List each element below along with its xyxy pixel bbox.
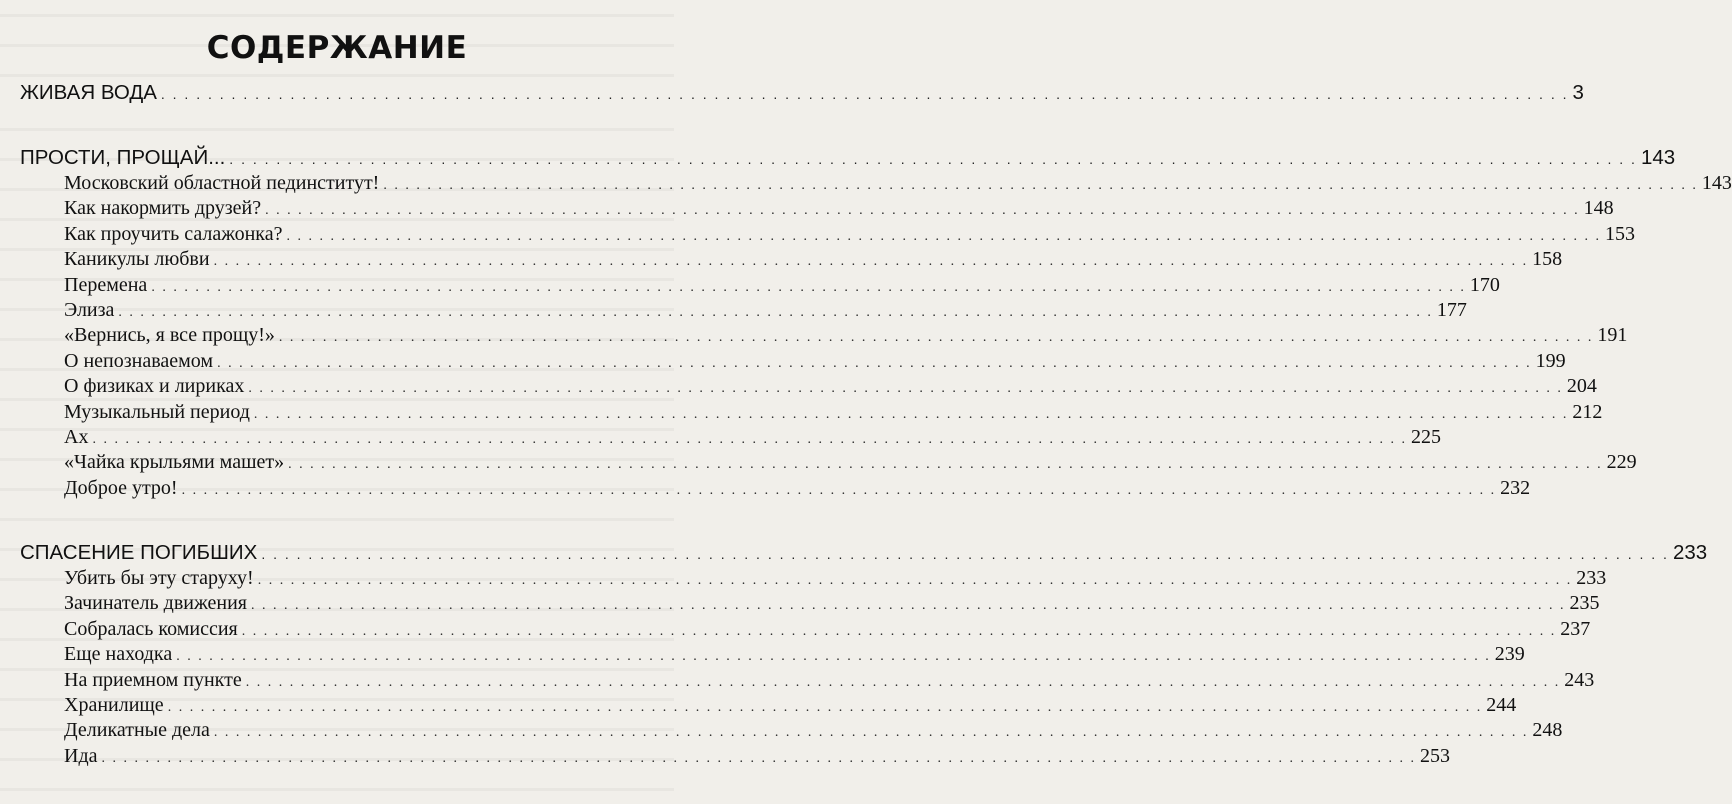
section-title: ЖИВАЯ ВОДА bbox=[20, 81, 157, 104]
chapter-title: Московский областной пединститут! bbox=[64, 172, 380, 194]
page-title: СОДЕРЖАНИЕ bbox=[206, 30, 468, 66]
chapter-title: На приемном пункте bbox=[64, 668, 242, 691]
chapter-title: Хранилище bbox=[64, 694, 164, 716]
dot-leader: . . . . . . . . . . . . . . . . . . . . . . . . . . . . . . . . . . . . . . . . . . . . . . . . . . . . . . . . . . . . . . . . . . . . . . . . . . . . . . . . . . . . . . . . . . . . . . . . . . . . . . . . . . . . . . . . . . . . . . . . bbox=[92, 432, 1407, 447]
page-number: 235 bbox=[1569, 592, 1600, 615]
dot-leader: . . . . . . . . . . . . . . . . . . . . . . . . . . . . . . . . . . . . . . . . . . . . . . . . . . . . . . . . . . . . . . . . . . . . . . . . . . . . . . . . . . . . . . . . . . . . . . . . . . . . . . . . . . . . . . . . . . . . . . . . bbox=[278, 330, 1594, 346]
page-number: 244 bbox=[1486, 694, 1517, 716]
dot-leader: . . . . . . . . . . . . . . . . . . . . . . . . . . . . . . . . . . . . . . . . . . . . . . . . . . . . . . . . . . . . . . . . . . . . . . . . . . . . . . . . . . . . . . . . . . . . . . . . . . . . . . . . . . . . . . . . . . . . . . . . bbox=[229, 151, 1637, 167]
chapter-title: Перемена bbox=[64, 273, 148, 296]
chapter-title: Деликатные дела bbox=[64, 719, 210, 742]
chapter-title: Еще находка bbox=[64, 643, 173, 666]
dot-leader: . . . . . . . . . . . . . . . . . . . . . . . . . . . . . . . . . . . . . . . . . . . . . . . . . . . . . . . . . . . . . . . . . . . . . . . . . . . . . . . . . . . . . . . . . . . . . . . . . . . . . . . . . . . . . . . . . . . . . . . . bbox=[151, 279, 1466, 295]
chapter-title: Ида bbox=[64, 744, 98, 767]
toc-chapter[interactable] bbox=[64, 741, 1450, 771]
chapter-title: Убить бы эту старуху! bbox=[64, 567, 254, 589]
page-number: 253 bbox=[1420, 744, 1450, 767]
page-number: 232 bbox=[1500, 476, 1531, 499]
dot-leader: . . . . . . . . . . . . . . . . . . . . . . . . . . . . . . . . . . . . . . . . . . . . . . . . . . . . . . . . . . . . . . . . . . . . . . . . . . . . . . . . . . . . . . . . . . . . . . . . . . . . . . . . . . . . . . . . . . . . . . . . bbox=[253, 406, 1569, 422]
dot-leader: . . . . . . . . . . . . . . . . . . . . . . . . . . . . . . . . . . . . . . . . . . . . . . . . . . . . . . . . . . . . . . . . . . . . . . . . . . . . . . . . . . . . . . . . . . . . . . . . . . . . . . . . . . . . . . . . . . . . . . . . bbox=[118, 305, 1433, 320]
page-number: 233 bbox=[1576, 567, 1607, 589]
dot-leader: . . . . . . . . . . . . . . . . . . . . . . . . . . . . . . . . . . . . . . . . . . . . . . . . . . . . . . . . . . . . . . . . . . . . . . . . . . . . . . . . . . . . . . . . . . . . . . . . . . . . . . . . . . . . . . . . . . . . . . . . bbox=[251, 598, 1566, 614]
page-number: 3 bbox=[1572, 81, 1584, 104]
dot-leader: . . . . . . . . . . . . . . . . . . . . . . . . . . . . . . . . . . . . . . . . . . . . . . . . . . . . . . . . . . . . . . . . . . . . . . . . . . . . . . . . . . . . . . . . . . . . . . . . . . . . . . . . . . . . . . . . . . . . . . . . bbox=[167, 700, 1483, 715]
page-number: 199 bbox=[1535, 349, 1566, 372]
dot-leader: . . . . . . . . . . . . . . . . . . . . . . . . . . . . . . . . . . . . . . . . . . . . . . . . . . . . . . . . . . . . . . . . . . . . . . . . . . . . . . . . . . . . . . . . . . . . . . . . . . . . . . . . . . . . . . . . . . . . . . . . bbox=[181, 482, 1497, 498]
page-number: 212 bbox=[1572, 400, 1603, 423]
dot-leader: . . . . . . . . . . . . . . . . . . . . . . . . . . . . . . . . . . . . . . . . . . . . . . . . . . . . . . . . . . . . . . . . . . . . . . . . . . . . . . . . . . . . . . . . . . . . . . . . . . . . . . . . . . . . . . . . . . . . . . . . bbox=[383, 178, 1698, 193]
page-number: 143 bbox=[1640, 146, 1676, 169]
toc-chapter[interactable] bbox=[64, 473, 1531, 503]
page-number: 158 bbox=[1532, 248, 1563, 271]
page-number: 243 bbox=[1564, 668, 1595, 691]
dot-leader: . . . . . . . . . . . . . . . . . . . . . . . . . . . . . . . . . . . . . . . . . . . . . . . . . . . . . . . . . . . . . . . . . . . . . . . . . . . . . . . . . . . . . . . . . . . . . . . . . . . . . . . . . . . . . . . . . . . . . . . . bbox=[261, 546, 1669, 562]
toc-section[interactable] bbox=[20, 78, 1584, 108]
chapter-title: Как проучить салажонка? bbox=[64, 222, 283, 245]
chapter-title: Доброе утро! bbox=[64, 476, 178, 499]
chapter-title: О непознаваемом bbox=[64, 349, 214, 372]
dot-leader: . . . . . . . . . . . . . . . . . . . . . . . . . . . . . . . . . . . . . . . . . . . . . . . . . . . . . . . . . . . . . . . . . . . . . . . . . . . . . . . . . . . . . . . . . . . . . . . . . . . . . . . . . . . . . . . . . . . . . . . . bbox=[265, 203, 1580, 219]
page-number: 248 bbox=[1532, 719, 1563, 742]
chapter-title: Зачинатель движения bbox=[64, 592, 247, 615]
chapter-title: «Чайка крыльями машет» bbox=[64, 451, 285, 474]
page-number: 237 bbox=[1560, 617, 1591, 640]
chapter-title: О физиках и лириках bbox=[64, 375, 245, 398]
chapter-title: Ах bbox=[64, 426, 89, 448]
page-number: 229 bbox=[1606, 451, 1637, 474]
page-number: 143 bbox=[1701, 172, 1732, 194]
dot-leader: . . . . . . . . . . . . . . . . . . . . . . . . . . . . . . . . . . . . . . . . . . . . . . . . . . . . . . . . . . . . . . . . . . . . . . . . . . . . . . . . . . . . . . . . . . . . . . . . . . . . . . . . . . . . . . . . . . . . . . . . bbox=[101, 750, 1416, 766]
dot-leader: . . . . . . . . . . . . . . . . . . . . . . . . . . . . . . . . . . . . . . . . . . . . . . . . . . . . . . . . . . . . . . . . . . . . . . . . . . . . . . . . . . . . . . . . . . . . . . . . . . . . . . . . . . . . . . . . . . . . . . . . bbox=[213, 725, 1529, 741]
page-number: 191 bbox=[1597, 324, 1628, 347]
dot-leader: . . . . . . . . . . . . . . . . . . . . . . . . . . . . . . . . . . . . . . . . . . . . . . . . . . . . . . . . . . . . . . . . . . . . . . . . . . . . . . . . . . . . . . . . . . . . . . . . . . . . . . . . . . . . . . . . . . . . . . . . bbox=[217, 355, 1532, 371]
dot-leader: . . . . . . . . . . . . . . . . . . . . . . . . . . . . . . . . . . . . . . . . . . . . . . . . . . . . . . . . . . . . . . . . . . . . . . . . . . . . . . . . . . . . . . . . . . . . . . . . . . . . . . . . . . . . . . . . . . . . . . . . bbox=[213, 254, 1529, 270]
page-number: 148 bbox=[1583, 197, 1614, 220]
dot-leader: . . . . . . . . . . . . . . . . . . . . . . . . . . . . . . . . . . . . . . . . . . . . . . . . . . . . . . . . . . . . . . . . . . . . . . . . . . . . . . . . . . . . . . . . . . . . . . . . . . . . . . . . . . . . . . . . . . . . . . . . bbox=[160, 86, 1569, 102]
chapter-title: Собралась комиссия bbox=[64, 617, 238, 640]
chapter-title: Музыкальный период bbox=[64, 400, 250, 423]
section-title: ПРОСТИ, ПРОЩАЙ... bbox=[20, 146, 226, 169]
page-number: 204 bbox=[1566, 375, 1597, 398]
page-number: 153 bbox=[1604, 222, 1635, 245]
dot-leader: . . . . . . . . . . . . . . . . . . . . . . . . . . . . . . . . . . . . . . . . . . . . . . . . . . . . . . . . . . . . . . . . . . . . . . . . . . . . . . . . . . . . . . . . . . . . . . . . . . . . . . . . . . . . . . . . . . . . . . . . bbox=[288, 457, 1603, 473]
page-number: 225 bbox=[1410, 426, 1441, 448]
chapter-title: «Вернись, я все прощу!» bbox=[64, 324, 275, 347]
chapter-title: Элиза bbox=[64, 299, 115, 321]
chapter-title: Как накормить друзей? bbox=[64, 197, 262, 220]
dot-leader: . . . . . . . . . . . . . . . . . . . . . . . . . . . . . . . . . . . . . . . . . . . . . . . . . . . . . . . . . . . . . . . . . . . . . . . . . . . . . . . . . . . . . . . . . . . . . . . . . . . . . . . . . . . . . . . . . . . . . . . . bbox=[248, 381, 1563, 397]
dot-leader: . . . . . . . . . . . . . . . . . . . . . . . . . . . . . . . . . . . . . . . . . . . . . . . . . . . . . . . . . . . . . . . . . . . . . . . . . . . . . . . . . . . . . . . . . . . . . . . . . . . . . . . . . . . . . . . . . . . . . . . . bbox=[257, 573, 1573, 588]
page-number: 239 bbox=[1494, 643, 1525, 666]
dot-leader: . . . . . . . . . . . . . . . . . . . . . . . . . . . . . . . . . . . . . . . . . . . . . . . . . . . . . . . . . . . . . . . . . . . . . . . . . . . . . . . . . . . . . . . . . . . . . . . . . . . . . . . . . . . . . . . . . . . . . . . . bbox=[176, 649, 1491, 665]
section-title: СПАСЕНИЕ ПОГИБШИХ bbox=[20, 541, 258, 564]
dot-leader: . . . . . . . . . . . . . . . . . . . . . . . . . . . . . . . . . . . . . . . . . . . . . . . . . . . . . . . . . . . . . . . . . . . . . . . . . . . . . . . . . . . . . . . . . . . . . . . . . . . . . . . . . . . . . . . . . . . . . . . . bbox=[245, 674, 1561, 690]
page-number: 177 bbox=[1436, 299, 1467, 321]
page-number: 170 bbox=[1469, 273, 1500, 296]
page-number: 233 bbox=[1672, 541, 1708, 564]
chapter-title: Каникулы любви bbox=[64, 248, 210, 271]
dot-leader: . . . . . . . . . . . . . . . . . . . . . . . . . . . . . . . . . . . . . . . . . . . . . . . . . . . . . . . . . . . . . . . . . . . . . . . . . . . . . . . . . . . . . . . . . . . . . . . . . . . . . . . . . . . . . . . . . . . . . . . . bbox=[286, 228, 1601, 244]
dot-leader: . . . . . . . . . . . . . . . . . . . . . . . . . . . . . . . . . . . . . . . . . . . . . . . . . . . . . . . . . . . . . . . . . . . . . . . . . . . . . . . . . . . . . . . . . . . . . . . . . . . . . . . . . . . . . . . . . . . . . . . . bbox=[241, 623, 1557, 639]
